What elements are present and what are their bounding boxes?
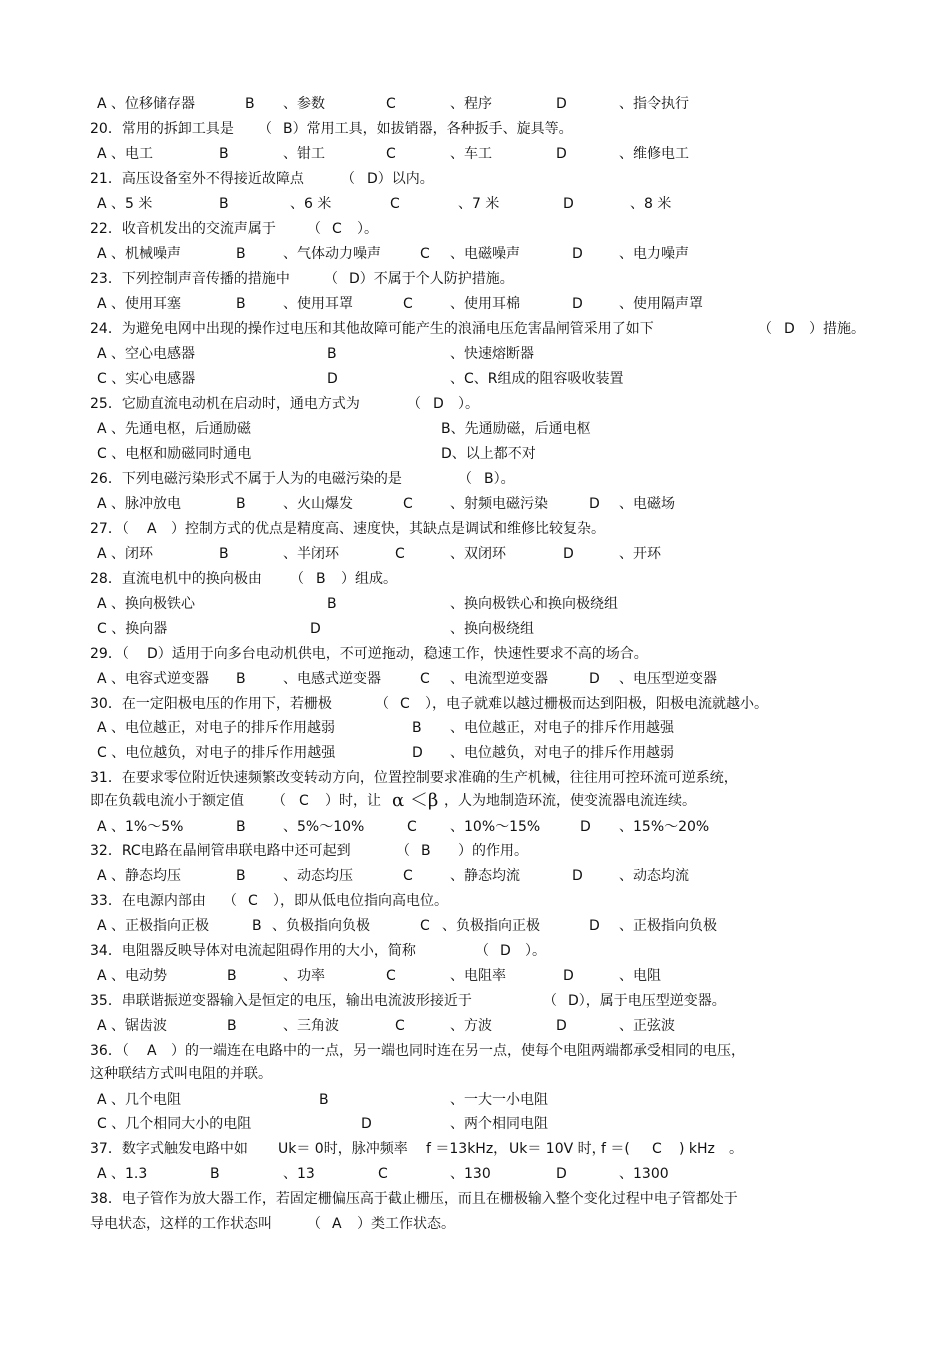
text-segment: 、使用隔声罩 (619, 296, 703, 312)
text-segment: C (386, 146, 396, 162)
question-line (0, 1040, 950, 1062)
text-segment: B (236, 496, 246, 512)
text-segment: Uk＝ 0时，脉冲频率 (278, 1141, 408, 1157)
text-segment: 31．在要求零位附近快速频繁改变转动方向，位置控制要求准确的生产机械，往往用可控环流可逆系统， (90, 770, 738, 786)
answer-options-line (0, 418, 950, 440)
text-segment: 22．收音机发出的交流声属于 (90, 221, 276, 237)
text-segment: Uk＝ 10V 时， (509, 1141, 606, 1157)
text-segment: C (386, 968, 396, 984)
text-segment: ，人为地制造环流，使变流器电流连续。 (444, 793, 696, 809)
answer-options-line (0, 368, 950, 390)
text-segment: D (572, 868, 583, 884)
text-segment: A 、1%～5% (97, 819, 184, 835)
text-segment: D (412, 745, 423, 761)
text-segment: （ (396, 843, 410, 859)
answer-options-line (0, 293, 950, 315)
text-segment: C (407, 819, 417, 835)
text-segment: B (236, 868, 246, 884)
text-segment: B (227, 1018, 237, 1034)
question-line (0, 643, 950, 665)
text-segment: D (572, 246, 583, 262)
text-segment: ）措施。 (809, 321, 865, 337)
question-line (0, 767, 950, 789)
question-line (0, 218, 950, 240)
text-segment: C 、实心电感器 (97, 371, 196, 387)
text-segment: B (219, 146, 229, 162)
text-segment: A 、机械噪声 (97, 246, 182, 262)
text-segment: D (784, 321, 795, 337)
question-line (0, 318, 950, 340)
text-segment: C (395, 1018, 405, 1034)
text-segment: 、8 米 (630, 196, 672, 212)
text-segment: ）。 (525, 943, 546, 959)
text-segment: ）时，让 (325, 793, 381, 809)
text-segment: D (500, 943, 511, 959)
text-segment: C 、电枢和励磁同时通电 (97, 446, 252, 462)
text-segment: 、7 米 (458, 196, 500, 212)
text-segment: D (563, 968, 574, 984)
answer-options-line (0, 343, 950, 365)
text-segment: 导电状态，这样的工作状态叫 (90, 1216, 272, 1232)
text-segment: ）。 (357, 221, 378, 237)
text-segment: 、钳工 (283, 146, 325, 162)
question-line (0, 1188, 950, 1210)
text-segment: 、负极指向正极 (442, 918, 540, 934)
text-segment: 38．电子管作为放大器工作，若固定栅偏压高于截止栅压，而且在栅极输入整个变化过程中电子管都处于 (90, 1191, 738, 1207)
text-segment: B (236, 296, 246, 312)
text-segment: 、快速熔断器 (450, 346, 534, 362)
text-segment: B (412, 720, 422, 736)
text-segment: A 、先通电枢，后通励磁 (97, 421, 252, 437)
text-segment: B (316, 571, 326, 587)
text-segment: 37．数字式触发电路中如 (90, 1141, 248, 1157)
answer-options-line (0, 742, 950, 764)
text-segment: D）以内。 (367, 171, 434, 187)
answer-options-line (0, 668, 950, 690)
text-segment: A 、锯齿波 (97, 1018, 168, 1034)
text-segment: A 、空心电感器 (97, 346, 196, 362)
text-segment: 、负极指向负极 (272, 918, 370, 934)
text-segment: ），即从低电位指向高电位。 (273, 893, 448, 909)
text-segment: A 、静态均压 (97, 868, 182, 884)
formula-text: α ＜β (392, 790, 439, 811)
text-segment: C (386, 96, 396, 112)
question-line (0, 940, 950, 962)
question-line (0, 1213, 950, 1235)
text-segment: 、方波 (450, 1018, 492, 1034)
text-segment: C (390, 196, 400, 212)
text-segment: A (147, 1043, 157, 1059)
text-segment: C 、电位越负，对电子的排斥作用越强 (97, 745, 336, 761)
text-segment: （ (375, 696, 389, 712)
answer-options-line (0, 816, 950, 838)
question-line (0, 693, 950, 715)
text-segment: D）适用于向多台电动机供电，不可逆拖动，稳速工作，快速性要求不高的场合。 (147, 646, 648, 662)
text-segment: ）控制方式的优点是精度高、速度快，其缺点是调试和维修比较复杂。 (171, 521, 605, 537)
text-segment: D (589, 671, 600, 687)
text-segment: （ (307, 221, 321, 237)
text-segment: D (563, 196, 574, 212)
text-segment: 、电感式逆变器 (283, 671, 381, 687)
text-segment: C (420, 918, 430, 934)
text-segment: 、半闭环 (283, 546, 339, 562)
text-segment: 、电压型逆变器 (619, 671, 717, 687)
text-segment: 、电位越正，对电子的排斥作用越强 (450, 720, 674, 736)
text-segment: C (248, 893, 258, 909)
question-line (0, 990, 950, 1012)
answer-options-line (0, 493, 950, 515)
text-segment: B (245, 96, 255, 112)
text-segment: C (403, 496, 413, 512)
text-segment: 、正弦波 (619, 1018, 675, 1034)
text-segment: C (420, 671, 430, 687)
answer-options-line (0, 193, 950, 215)
text-segment: （ (475, 943, 489, 959)
text-segment: 23．下列控制声音传播的措施中 (90, 271, 290, 287)
text-segment: 27．（ (90, 521, 129, 537)
text-segment: 24．为避免电网中出现的操作过电压和其他故障可能产生的浪涌电压危害晶闸管采用了如下 (90, 321, 654, 337)
text-segment: A 、脉冲放电 (97, 496, 182, 512)
text-segment: A 、换向极铁心 (97, 596, 196, 612)
text-segment: 、C、R组成的阻容吸收装置 (450, 371, 624, 387)
text-segment: f ＝13kHz， (426, 1141, 508, 1157)
text-segment: C 、几个相同大小的电阻 (97, 1116, 252, 1132)
text-segment: 、射频电磁污染 (450, 496, 548, 512)
text-segment: ），电子就难以越过栅极而达到阳极，阳极电流就越小。 (425, 696, 768, 712)
text-segment: 、指令执行 (619, 96, 689, 112)
text-segment: 32．RC电路在晶闸管串联电路中还可起到 (90, 843, 351, 859)
text-segment: A (332, 1216, 342, 1232)
text-segment: A 、5 米 (97, 196, 153, 212)
text-segment: C (400, 696, 410, 712)
text-segment: 、功率 (283, 968, 325, 984)
text-segment: 、开环 (619, 546, 661, 562)
text-segment: B (327, 346, 337, 362)
answer-options-line (0, 965, 950, 987)
text-segment: C (332, 221, 342, 237)
text-segment: D (327, 371, 338, 387)
text-segment: D (361, 1116, 372, 1132)
text-segment: 、电磁场 (619, 496, 675, 512)
text-segment: ）组成。 (341, 571, 397, 587)
text-segment: 、电阻 (619, 968, 661, 984)
text-segment: B）常用工具，如拔销器，各种扳手、旋具等。 (283, 121, 573, 137)
text-segment: 、三角波 (283, 1018, 339, 1034)
question-line (0, 790, 950, 812)
text-segment: 29．（ (90, 646, 129, 662)
text-segment: 、正极指向负极 (619, 918, 717, 934)
answer-options-line (0, 618, 950, 640)
question-line (0, 568, 950, 590)
text-segment: D (580, 819, 591, 835)
text-segment: D (433, 396, 444, 412)
text-segment: C (403, 296, 413, 312)
question-line (0, 168, 950, 190)
text-segment: B (421, 843, 431, 859)
text-segment: C (652, 1141, 662, 1157)
answer-options-line (0, 593, 950, 615)
text-segment: （ (290, 571, 304, 587)
text-segment: C (395, 546, 405, 562)
text-segment: B）。 (484, 471, 515, 487)
text-segment: 、15%～20% (619, 819, 710, 835)
question-line (0, 1063, 950, 1085)
text-segment: 30．在一定阳极电压的作用下，若栅极 (90, 696, 332, 712)
text-segment: B (236, 671, 246, 687)
text-segment: 、火山爆发 (283, 496, 353, 512)
text-segment: D (556, 146, 567, 162)
text-segment: B、先通励磁，后通电枢 (441, 421, 591, 437)
question-line (0, 468, 950, 490)
text-segment: D (589, 496, 600, 512)
text-segment: B (219, 546, 229, 562)
text-segment: D (589, 918, 600, 934)
text-segment: 36．（ (90, 1043, 129, 1059)
question-line (0, 890, 950, 912)
text-segment: D、以上都不对 (441, 446, 536, 462)
text-segment: A 、使用耳塞 (97, 296, 182, 312)
text-segment: 、气体动力噪声 (283, 246, 381, 262)
text-segment: 35．串联谐振逆变器输入是恒定的电压，输出电流波形接近于 (90, 993, 472, 1009)
text-segment: （ (258, 121, 272, 137)
text-segment: B (227, 968, 237, 984)
text-segment: （ (307, 1216, 321, 1232)
text-segment: A 、1.3 (97, 1166, 148, 1182)
text-segment: 、10%～15% (450, 819, 541, 835)
text-segment: ）的作用。 (458, 843, 528, 859)
text-segment: D），属于电压型逆变器。 (568, 993, 726, 1009)
text-segment: （ (324, 271, 338, 287)
text-segment: 、换向极铁心和换向极绕组 (450, 596, 618, 612)
text-segment: 、使用耳棉 (450, 296, 520, 312)
text-segment: ）类工作状态。 (357, 1216, 455, 1232)
text-segment: 、电位越负，对电子的排斥作用越弱 (450, 745, 674, 761)
text-segment: B (236, 819, 246, 835)
text-segment: 26．下列电磁污染形式不属于人为的电磁污染的是 (90, 471, 402, 487)
answer-options-line (0, 915, 950, 937)
text-segment: 、电力噪声 (619, 246, 689, 262)
text-segment: D (310, 621, 321, 637)
question-line (0, 118, 950, 140)
text-segment: 20．常用的拆卸工具是 (90, 121, 234, 137)
answer-options-line (0, 865, 950, 887)
text-segment: 、换向极绕组 (450, 621, 534, 637)
text-segment: 。 (729, 1141, 743, 1157)
text-segment: D (556, 96, 567, 112)
text-segment: 、13 (283, 1166, 315, 1182)
text-segment: A 、几个电阻 (97, 1092, 182, 1108)
question-line (0, 518, 950, 540)
text-segment: B (236, 246, 246, 262)
answer-options-line (0, 1113, 950, 1135)
answer-options-line (0, 93, 950, 115)
text-segment: （ (272, 793, 286, 809)
text-segment: D）不属于个人防护措施。 (349, 271, 514, 287)
text-segment: A 、正极指向正极 (97, 918, 210, 934)
text-segment: （ (223, 893, 237, 909)
question-line (0, 840, 950, 862)
text-segment: D (556, 1018, 567, 1034)
text-segment: 、车工 (450, 146, 492, 162)
text-segment: 、动态均压 (283, 868, 353, 884)
text-segment: B (327, 596, 337, 612)
text-segment: 、维修电工 (619, 146, 689, 162)
question-line (0, 1138, 950, 1160)
text-segment: 、130 (450, 1166, 491, 1182)
text-segment: ）的一端连在电路中的一点，另一端也同时连在另一点，使每个电阻两端都承受相同的电压， (171, 1043, 745, 1059)
text-segment: ）。 (458, 396, 479, 412)
text-segment: （ (758, 321, 772, 337)
text-segment: A 、电容式逆变器 (97, 671, 210, 687)
text-segment: D (563, 546, 574, 562)
answer-options-line (0, 543, 950, 565)
text-segment: B (319, 1092, 329, 1108)
answer-options-line (0, 443, 950, 465)
text-segment: B (252, 918, 262, 934)
text-segment: 33．在电源内部由 (90, 893, 206, 909)
text-segment: C (420, 246, 430, 262)
text-segment: 、电阻率 (450, 968, 506, 984)
text-segment: C (299, 793, 309, 809)
text-segment: 、双闭环 (450, 546, 506, 562)
text-segment: （ (543, 993, 557, 1009)
text-segment: 、静态均流 (450, 868, 520, 884)
text-segment: A 、电动势 (97, 968, 168, 984)
text-segment: （ (407, 396, 421, 412)
text-segment: A 、闭环 (97, 546, 154, 562)
text-segment: 、5%～10% (283, 819, 365, 835)
text-segment: 28．直流电机中的换向极由 (90, 571, 262, 587)
text-segment: 、6 米 (290, 196, 332, 212)
answer-options-line (0, 143, 950, 165)
answer-options-line (0, 717, 950, 739)
text-segment: A 、位移储存器 (97, 96, 196, 112)
text-segment: 、使用耳罩 (283, 296, 353, 312)
answer-options-line (0, 1015, 950, 1037)
text-segment: C 、换向器 (97, 621, 168, 637)
text-segment: 、电磁噪声 (450, 246, 520, 262)
text-segment: （ (341, 171, 355, 187)
answer-options-line (0, 1163, 950, 1185)
text-segment: D (556, 1166, 567, 1182)
text-segment: （ (458, 471, 472, 487)
text-segment: 即在负载电流小于额定值 (90, 793, 244, 809)
text-segment: A 、电位越正，对电子的排斥作用越弱 (97, 720, 336, 736)
text-segment: 、一大一小电阻 (450, 1092, 548, 1108)
text-segment: 、程序 (450, 96, 492, 112)
text-segment: D (572, 296, 583, 312)
answer-options-line (0, 1089, 950, 1111)
text-segment: f ＝( (601, 1141, 630, 1157)
text-segment: 这种联结方式叫电阻的并联。 (90, 1066, 272, 1082)
text-segment: 34．电阻器反映导体对电流起阻碍作用的大小，简称 (90, 943, 416, 959)
question-line (0, 393, 950, 415)
text-segment: 、参数 (283, 96, 325, 112)
text-segment: 、两个相同电阻 (450, 1116, 548, 1132)
text-segment: 21．高压设备室外不得接近故障点 (90, 171, 304, 187)
text-segment: B (219, 196, 229, 212)
answer-options-line (0, 243, 950, 265)
text-segment: 、动态均流 (619, 868, 689, 884)
text-segment: B (210, 1166, 220, 1182)
text-segment: 、1300 (619, 1166, 669, 1182)
text-segment: A (147, 521, 157, 537)
text-segment: 25．它励直流电动机在启动时，通电方式为 (90, 396, 360, 412)
text-segment: C (378, 1166, 388, 1182)
text-segment: A 、电工 (97, 146, 154, 162)
text-segment: ) kHz (679, 1141, 715, 1157)
text-segment: C (403, 868, 413, 884)
text-segment: 、电流型逆变器 (450, 671, 548, 687)
question-line (0, 268, 950, 290)
